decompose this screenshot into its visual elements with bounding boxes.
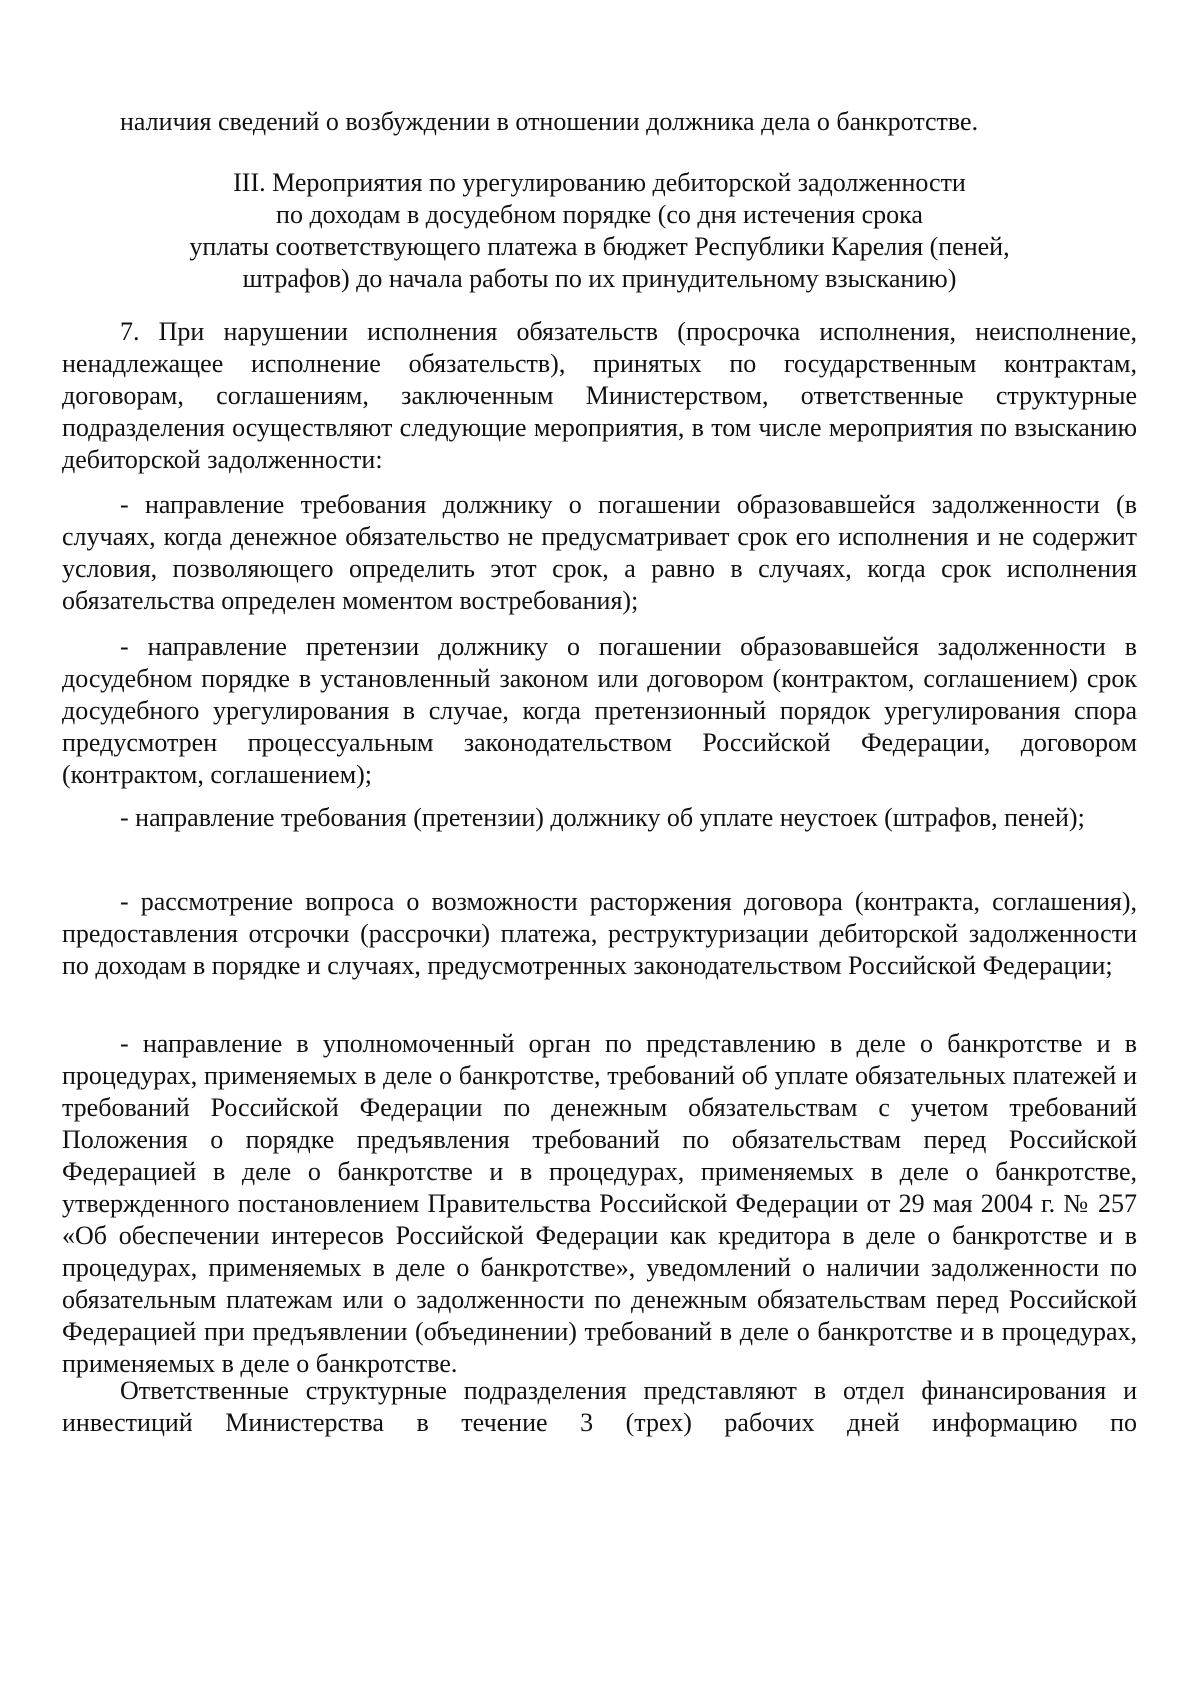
list-item-termination: - рассмотрение вопроса о возможности расторжения договора (контракта, соглашения), предоставления отсрочки (рассрочки) платежа, реструктуризации дебиторской задолженности по доходам в порядке и случаях, предусмотренных законодательством Российской Федерации; (62, 887, 1137, 980)
section-heading-line: штрафов) до начала работы по их принудительному взысканию) (242, 264, 957, 293)
paragraph-7: 7. При нарушении исполнения обязательств (просрочка исполнения, неисполнение, ненадлежащее исполнение обязательств), принятых по государственным контрактам, договорам, соглашениям, заключенным Министерством, ответственные структурные подразделения осуществляют следующие мероприятия, в том числе мероприятия по взысканию дебиторской задолженности: (62, 317, 1137, 474)
list-item-bankruptcy: - направление в уполномоченный орган по представлению в деле о банкротстве и в процедурах, применяемых в деле о банкротстве, требований об уплате обязательных платежей и требований Российской Федерации по денежным обязательствам с учетом требований Положения о порядке предъявления требований по обязательствам перед Российской Федерацией в деле о банкротстве и в процедурах, применяемых в деле о банкротстве, утвержденного постановлением Правительства Российской Федерации от 29 мая 2004 г. № 257 «Об обеспечении интересов Российской Федерации как кредитора в деле о банкротстве и в процедурах, применяемых в деле о банкротстве», уведомлений о наличии задолженности по обязательным платежам или о задолженности по денежным обязательствам перед Российской Федерацией при предъявлении (объединении) требований в деле о банкротстве и в процедурах, применяемых в деле о банкротстве. (62, 1029, 1137, 1378)
section-heading-line: уплаты соответствующего платежа в бюджет Республики Карелия (пеней, (189, 232, 1010, 261)
list-item-demand: - направление требования должнику о погашении образовавшейся задолженности (в случаях, когда денежное обязательство не предусматривает срок его исполнения и не содержит условия, позволяющего определить этот срок, а равно в случаях, когда срок исполнения обязательства определен моментом востребования); (62, 490, 1137, 615)
section-heading-line: III. Мероприятия по урегулированию дебиторской задолженности (233, 168, 966, 197)
section-heading (62, 167, 1137, 295)
continuation-text: наличия сведений о возбуждении в отношении должника дела о банкротстве. (120, 107, 979, 136)
section-heading-line: по доходам в досудебном порядке (со дня истечения срока (276, 200, 923, 229)
list-item-claim: - направление претензии должнику о погашении образовавшейся задолженности в досудебном порядке в установленный законом или договором (контрактом, соглашением) срок досудебного урегулирования в случае, когда претензионный порядок урегулирования спора предусмотрен процессуальным законодательством Российской Федерации, договором (контрактом, соглашением); (62, 632, 1137, 789)
final-paragraph: Ответственные структурные подразделения представляют в отдел финансирования и инвестиций Министерства в течение 3 (трех) рабочих дней информацию по (62, 1376, 1137, 1437)
list-item-penalties: - направление требования (претензии) должнику об уплате неустоек (штрафов, пеней); (120, 803, 1085, 832)
